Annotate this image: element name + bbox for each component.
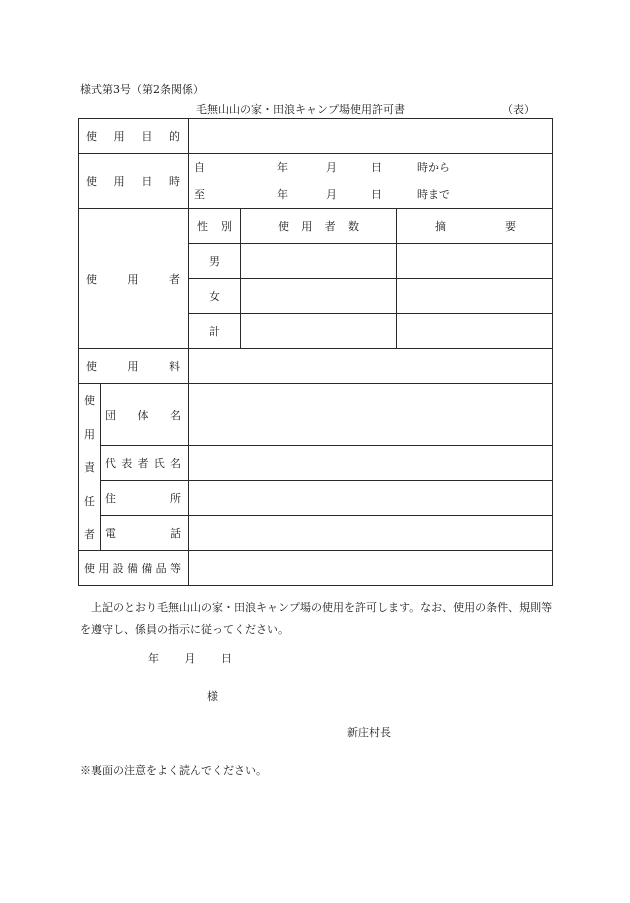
front-side-mark: （表）: [502, 103, 535, 116]
users-label: 使 用 者: [79, 209, 189, 349]
summary-column-header: 摘 要: [397, 209, 553, 244]
datetime-field[interactable]: [189, 154, 553, 209]
representative-label: 代 表 者 氏 名: [101, 446, 189, 481]
equipment-row: [79, 551, 553, 586]
phone-row: [79, 516, 553, 551]
fee-label: 使 用 料: [79, 349, 189, 384]
date-day-label: 日: [221, 652, 232, 665]
fee-field[interactable]: [189, 349, 553, 384]
sex-cell-female: 女: [189, 279, 241, 314]
datetime-row: [79, 154, 553, 209]
summary-field-total[interactable]: [397, 314, 553, 349]
form-number-label: 様式第3号（第2条関係）: [80, 83, 204, 96]
permit-form-table: [78, 118, 553, 586]
representative-row: [79, 446, 553, 481]
users-header-row: [79, 209, 553, 244]
count-field-total[interactable]: [241, 314, 397, 349]
representative-field[interactable]: [189, 446, 553, 481]
summary-field-female[interactable]: [397, 279, 553, 314]
date-year-label: 年: [148, 652, 159, 665]
count-field-female[interactable]: [241, 279, 397, 314]
address-row: [79, 481, 553, 516]
datetime-to-line: 至 年 月 日 時まで: [194, 188, 450, 201]
addressee-suffix: 様: [207, 690, 218, 703]
purpose-row: [79, 119, 553, 154]
sex-column-header: 性 別: [189, 209, 241, 244]
address-field[interactable]: [189, 481, 553, 516]
responsible-person-label: 使 用 責 任 者: [79, 384, 101, 551]
issuer-name: 新庄村長: [347, 726, 391, 739]
user-count-column-header: 使 用 者 数: [241, 209, 397, 244]
sex-cell-male: 男: [189, 244, 241, 279]
datetime-from-line: 自 年 月 日 時から: [194, 161, 450, 174]
equipment-field[interactable]: [189, 551, 553, 586]
fee-row: [79, 349, 553, 384]
permission-text: 上記のとおり毛無山山の家・田浪キャンプ場の使用を許可します。なお、使用の条件、規則等を遵守し、係員の指示に従ってください。: [80, 601, 553, 636]
purpose-field[interactable]: [189, 119, 553, 154]
purpose-label: 使 用 目 的: [79, 119, 189, 154]
group-name-label: 団 体 名: [101, 384, 189, 446]
datetime-label: 使 用 日 時: [79, 154, 189, 209]
sex-cell-total: 計: [189, 314, 241, 349]
phone-field[interactable]: [189, 516, 553, 551]
date-month-label: 月: [184, 652, 196, 665]
summary-field-male[interactable]: [397, 244, 553, 279]
document-title: 毛無山山の家・田浪キャンプ場使用許可書: [196, 103, 405, 116]
equipment-label: 使 用 設 備 備 品 等: [79, 551, 189, 586]
issue-date: [148, 650, 254, 666]
address-label: 住 所: [101, 481, 189, 516]
reverse-side-note: ※裏面の注意をよく読んでください。: [80, 764, 267, 777]
group-name-row: [79, 384, 553, 446]
count-field-male[interactable]: [241, 244, 397, 279]
group-name-field[interactable]: [189, 384, 553, 446]
phone-label: 電 話: [101, 516, 189, 551]
